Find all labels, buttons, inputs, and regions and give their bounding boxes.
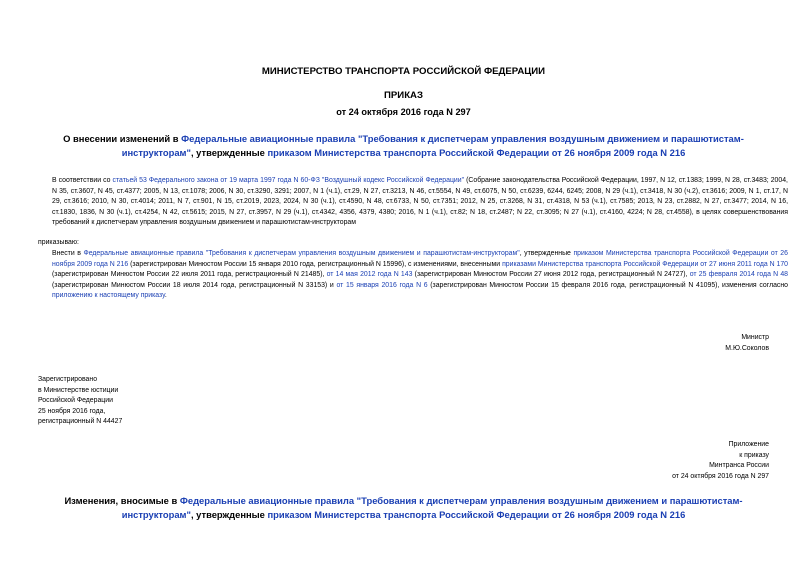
appendix-line: Приложение <box>728 441 769 448</box>
order-text-1: Внести в <box>52 250 84 257</box>
document-title <box>30 132 777 160</box>
appendix-line: Минтранса России <box>709 462 769 470</box>
air-code-link[interactable]: статьей 53 Федерального закона от 19 марта 1997 года N 60-ФЗ "Воздушный кодекс Российской Федерации" <box>112 177 465 184</box>
order-6-link[interactable]: от 15 января 2016 года N 6 <box>336 281 428 289</box>
ministry-heading: МИНИСТЕРСТВО ТРАНСПОРТА РОССИЙСКОЙ ФЕДЕРАЦИИ <box>261 66 546 77</box>
title-link-order[interactable]: приказом Министерства транспорта Российской Федерации от 26 ноября 2009 года N 216 <box>267 147 686 158</box>
order-143-link[interactable]: от 14 мая 2012 года N 143 <box>326 271 413 279</box>
order-paragraph <box>38 249 788 302</box>
changes-title <box>30 494 777 522</box>
order-text-6: (зарегистрирован Минюстом России 18 июля 2014 года, регистрационный N 33153) и <box>52 281 337 289</box>
registration-line: Российской Федерации <box>38 397 113 405</box>
document-type: ПРИКАЗ <box>384 90 423 101</box>
preamble-paragraph <box>38 176 788 229</box>
order-text-8: . <box>164 292 167 300</box>
registration-line: 25 ноября 2016 года, <box>38 407 106 415</box>
order-text-2: , утвержденные <box>519 250 574 257</box>
registration-line: регистрационный N 44427 <box>38 418 123 426</box>
title-link-rules[interactable]: Федеральные авиационные правила "Требования к диспетчерам управления воздушным движением и парашютистам-инструкторам" <box>121 133 744 158</box>
order-word: приказываю: <box>38 239 79 246</box>
appendix-block <box>672 440 769 482</box>
registration-line: Зарегистрировано <box>38 376 98 383</box>
preamble-text-1: В соответствии со <box>52 177 113 184</box>
appendix-line: к приказу <box>739 451 769 459</box>
appendix-link[interactable]: приложению к настоящему приказу <box>52 292 165 300</box>
order-text-4: (зарегистрирован Минюстом России 22 июля 2011 года, регистрационный N 21485), <box>52 271 327 279</box>
changes-title-prefix: Изменения, вносимые в <box>64 495 180 506</box>
changes-title-link-order[interactable]: приказом Министерства транспорта Российской Федерации от 26 ноября 2009 года N 216 <box>267 509 686 520</box>
order-text-3: (зарегистрирован Минюстом России 15 января 2010 года, регистрационный N 15996), с изменениями, внесенными <box>128 260 503 268</box>
order-170-link[interactable]: приказами Министерства транспорта Российской Федерации от 27 июня 2011 года N 170 <box>502 260 788 268</box>
document-date-number: от 24 октября 2016 года N 297 <box>336 107 471 117</box>
order-216-link[interactable]: приказом Министерства транспорта Российской Федерации от 26 ноября 2009 года N 216 <box>52 250 788 268</box>
title-prefix: О внесении изменений в <box>63 133 182 144</box>
registration-block <box>38 375 122 428</box>
order-48-link[interactable]: от 25 февраля 2014 года N 48 <box>689 271 788 279</box>
signature-block <box>725 333 769 354</box>
registration-line: в Министерстве юстиции <box>38 386 119 394</box>
signature-position: Министр <box>741 334 769 341</box>
changes-title-middle: , утвержденные <box>190 509 268 520</box>
title-middle: , утвержденные <box>190 147 268 158</box>
order-text-7: (зарегистрирован Минюстом России 15 февраля 2016 года, регистрационный N 41095), изменения согласно <box>427 281 789 289</box>
changes-title-link-rules[interactable]: Федеральные авиационные правила "Требования к диспетчерам управления воздушным движением и парашютистам-инструкторам" <box>121 495 743 520</box>
preamble-text-2: (Собрание законодательства Российской Федерации, 1997, N 12, ст.1383; 1999, N 28, ст.3483; 2004, N 35, ст.3607, N 45, ст.4377; 2005, N 13, ст.1078; 2006, N 30, ст.3290, 3291; 2007, N 1 (ч.1), ст.29, N 27, ст.3213, N 46, ст.5554, N 49, ст.6075, N 50, ст.6239, 6244, 6245; 2008, N 29 (ч.1), ст.3418, N 30 (ч.2), ст.3616; 2009, N 1, ст.17, N 29, ст.3616; 2010, N 30, ст.4014; 2011, N 7, ст.901, N 15, ст.2019, 2023, 2024, N 30 (ч.1), ст.4590, N 48, ст.6733, N 50, ст.7351; 2012, N 25, ст.3268, N 31, ст.4318, N 53 (ч.1), ст.7585; 2013, N 23, ст.2882, N 27, ст.3477; 2014, N 16, ст.1830, 1836, N 30 (ч.1), ст.4254, N 42, ст.5615; 2015, N 27, ст.3957, N 29 (ч.1), ст.4342, 4356, 4379, 4380; 2016, N 1 (ч.1), ст.82; N 18, ст.2487; N 22, ст.3095; N 27 (ч.1), ст.4160, 4224; N 28, ст.4558), в целях совершенствования требований к диспетчерам управления воздушным движением и парашютистам-инструкторам <box>52 177 788 227</box>
signature-name: М.Ю.Соколов <box>725 344 769 352</box>
rules-link[interactable]: Федеральные авиационные правила "Требования к диспетчерам управления воздушным движением и парашютистам-инструкторам" <box>83 250 520 257</box>
appendix-line: от 24 октября 2016 года N 297 <box>672 472 769 480</box>
order-text-5: (зарегистрирован Минюстом России 27 июня 2012 года, регистрационный N 24727), <box>412 271 690 279</box>
